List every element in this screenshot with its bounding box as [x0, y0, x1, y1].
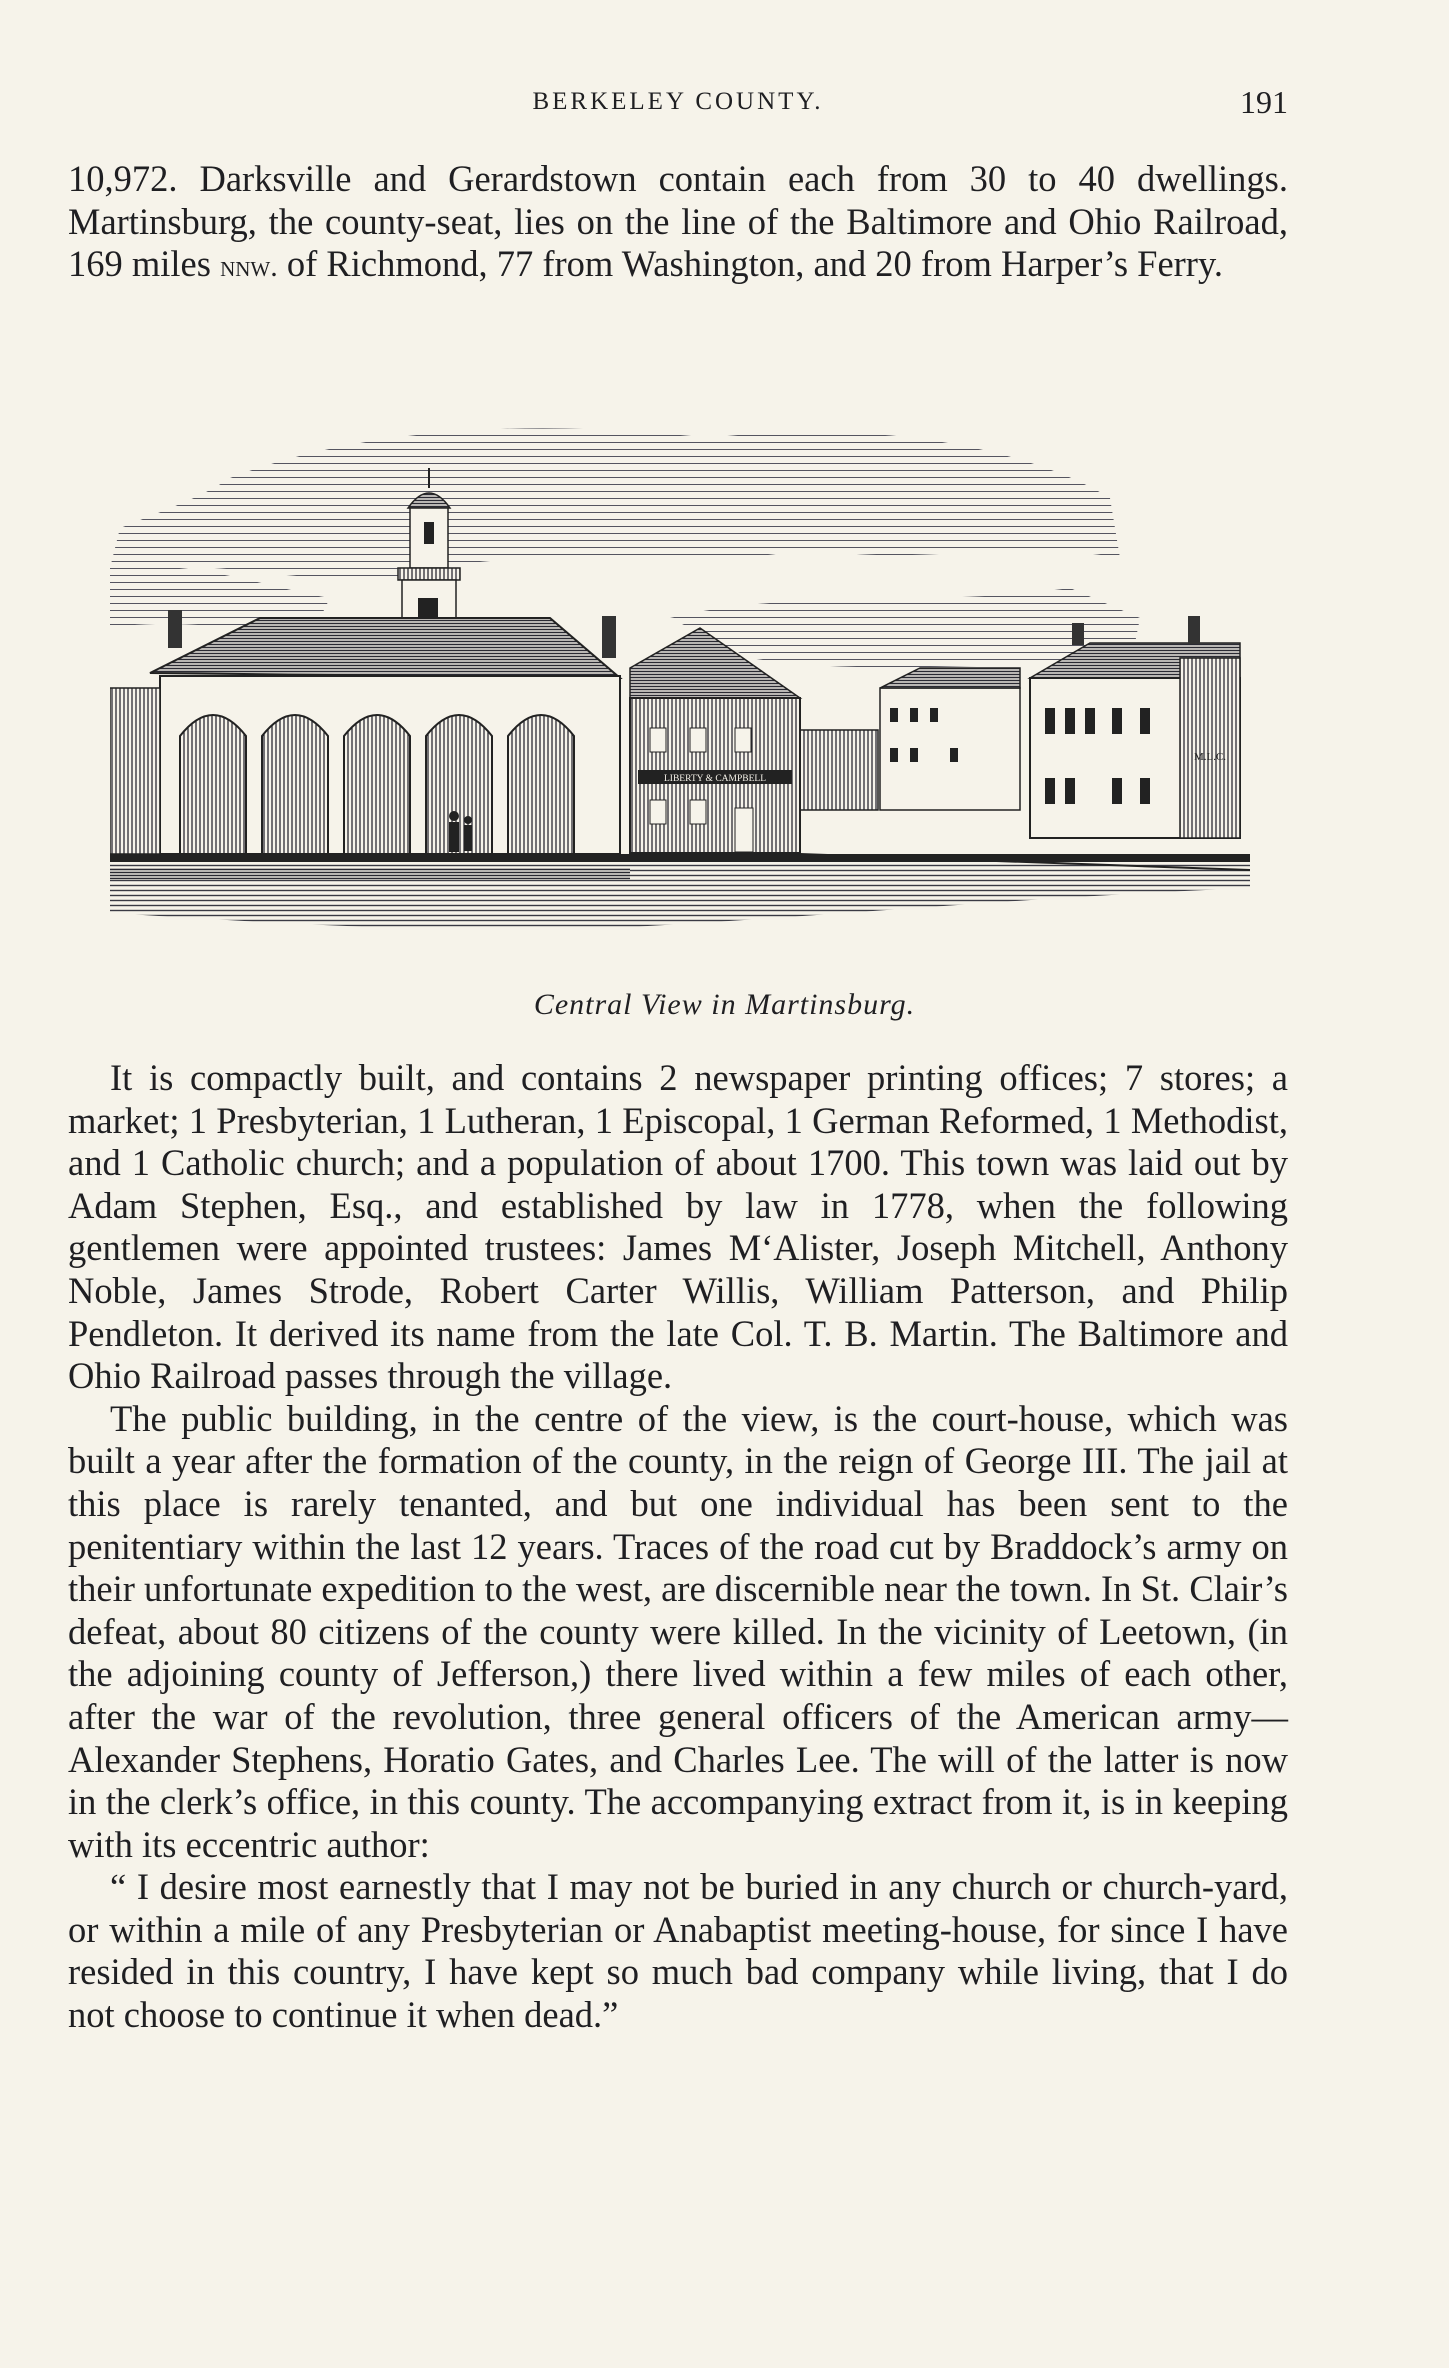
intro-text-a: 10,972. Darksville and Gerardstown contain each from 30 to 40 dwellings. Martinsburg, the county-seat, lies on the line of the Baltimore and Ohio Railroad, 169 miles — [68, 158, 1288, 285]
running-head: BERKELEY COUNTY. — [532, 88, 824, 115]
intro-text-b: of Richmond, 77 from Washington, and 20 from Harper’s Ferry. — [286, 243, 1223, 285]
page-header — [68, 84, 1288, 128]
middle-house — [630, 628, 800, 853]
intro-paragraph — [68, 158, 1288, 289]
page-number: 191 — [1240, 84, 1288, 120]
direction-abbrev: nnw. — [220, 250, 278, 284]
street-ground — [110, 854, 1250, 929]
middle-house-sign: LIBERTY & CAMPBELL — [664, 774, 766, 784]
right-house-sign: M.L.C. — [1193, 751, 1227, 763]
engraving-central-view — [110, 418, 1250, 958]
paragraph: It is compactly built, and contains 2 newspaper printing offices; 7 stores; a market; 1 Presbyterian, 1 Lutheran, 1 Episcopal, 1 German Reformed, 1 Methodist, and 1 Catholic church; and a population of about 1700. This town was laid out by Adam Stephen, Esq., and established by law in 1778, when the following gentlemen were appointed trustees: James M‘Alister, Joseph Mitchell, Anthony Noble, James Strode, Robert Carter Willis, William Patterson, and Philip Pendleton. It derived its name from the late Col. T. B. Martin. The Baltimore and Ohio Railroad passes through the village. — [68, 1057, 1288, 1397]
figure-caption: Central View in Martinsburg. — [533, 988, 916, 1021]
distant-buildings — [798, 668, 1020, 810]
paragraph: The public building, in the centre of the view, is the court-house, which was built a year after the formation of the county, in the reign of George III. The jail at this place is rarely tenanted, and but one individual has been sent to the penitentiary within the last 12 years. Traces of the road cut by Braddock’s army on their unfortunate expedition to the west, are discernible near the town. In St. Clair’s defeat, about 80 citizens of the county were killed. In the vicinity of Leetown, (in the adjoining county of Jefferson,) there lived within a few miles of each other, after the war of the revolution, three general officers of the American army—Alexander Stephens, Horatio Gates, and Charles Lee. The will of the latter is now in the clerk’s office, in this county. The accompanying extract from it, is in keeping with its eccentric author: — [68, 1397, 1288, 1865]
body-text — [68, 1057, 1288, 2037]
quotation: “ I desire most earnestly that I may not be buried in any church or church-yard, or within a mile of any Presbyterian or Anabaptist meeting-house, for since I have resided in this country, I have kept so much bad company while living, that I do not choose to continue it when dead.” — [68, 1866, 1288, 2036]
